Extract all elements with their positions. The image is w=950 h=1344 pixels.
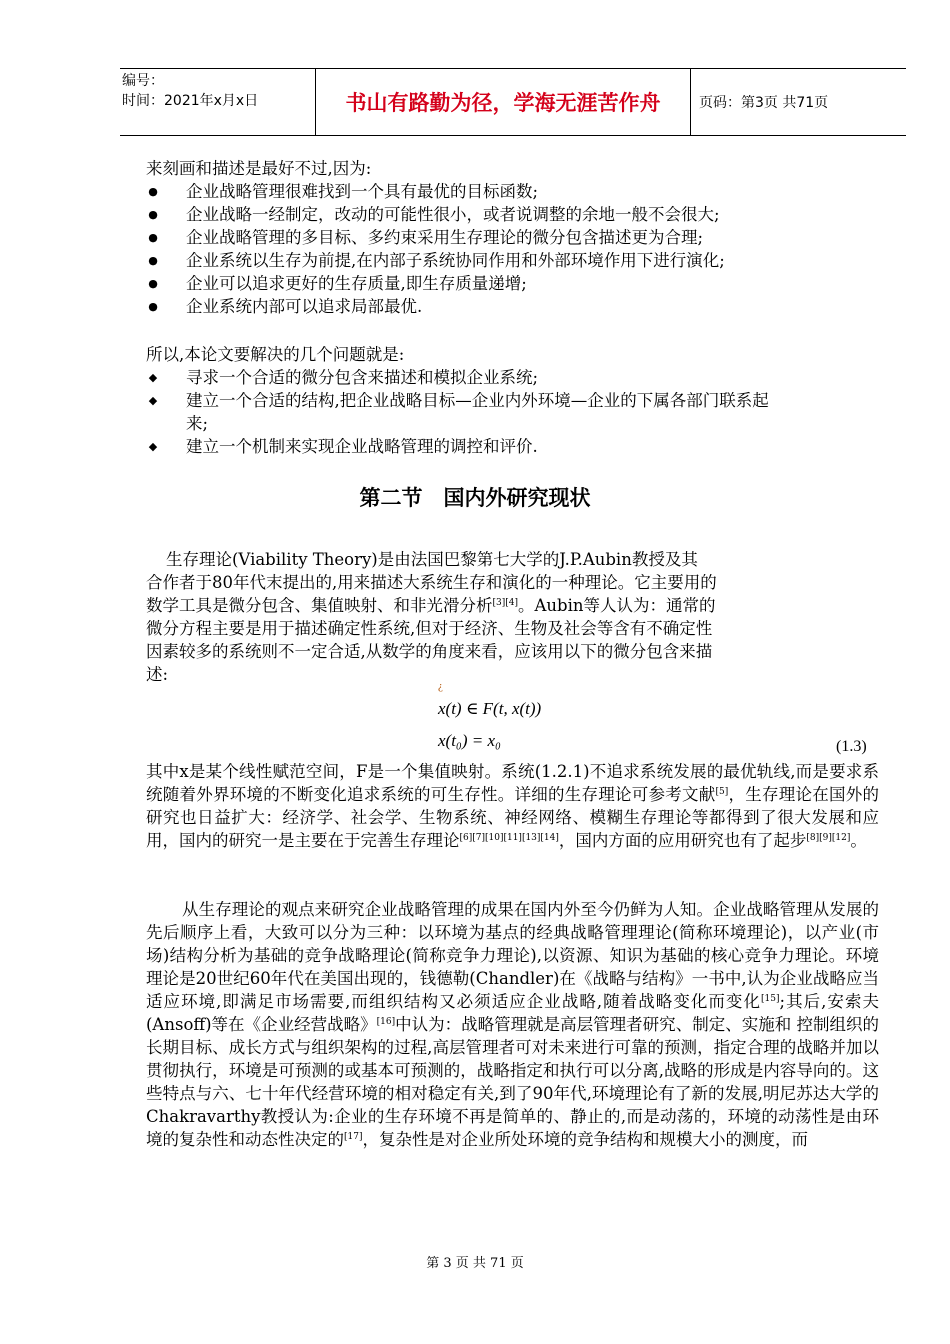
citation: [8][9][12] xyxy=(806,833,851,843)
bullet-dot-icon: ● xyxy=(148,231,158,244)
list-item: ● 企业战略管理的多目标、多约束采用生存理论的微分包含描述更为合理; xyxy=(146,226,879,249)
citation: [16] xyxy=(376,1017,396,1027)
list-item: ● 企业系统内部可以追求局部最优. xyxy=(146,295,879,318)
bullet-section-1 xyxy=(146,157,879,318)
header-number: 编号： xyxy=(122,73,164,89)
bullet-diamond-icon: ◆ xyxy=(148,440,158,453)
page-header xyxy=(120,68,906,136)
bullet-section-2 xyxy=(146,343,879,458)
bullet-dot-icon: ● xyxy=(148,254,158,267)
intro-text-2: 所以,本论文要解决的几个问题就是: xyxy=(146,345,405,364)
bullet-dot-icon: ● xyxy=(148,185,158,198)
citation: [17] xyxy=(344,1132,363,1142)
list-item: ● 企业战略管理很难找到一个具有最优的目标函数; xyxy=(146,180,879,203)
text-line: 微分方程主要是用于描述确定性系统,但对于经济、生物及社会等含有不确定性 xyxy=(146,619,713,638)
list-item-continuation: 来; xyxy=(186,414,209,433)
section-title: 第二节 国内外研究现状 xyxy=(359,486,591,510)
equation-inclusion: x(t) ∈ F(t, x(t)) xyxy=(438,699,542,718)
bullet-diamond-icon: ◆ xyxy=(148,371,158,384)
intro-text: 来刻画和描述是最好不过,因为: xyxy=(146,159,372,178)
list-item: ◆ 建立一个机制来实现企业战略管理的调控和评价. xyxy=(146,435,879,458)
paragraph-strategy: 从生存理论的观点来研究企业战略管理的成果在国内外至今仍鲜为人知。企业战略管理从发展的先后顺序上看，大致可以分为三种：以环境为基点的经典战略管理理论(简称环境理论)，以产业(市场)结构分析为基础的竞争战略理论(简称竞争力理论),以资源、知识为基础的核心竞争力理论。环境理论是20世纪60年代在美国出现的，钱德勒(Chandler)在《战略与结构》一书中,认为企业战略应当适应环境,即满足市场需要,而组织结构又必须适应企业战略,随着战略变化而变化[15];其后,安索夫(Ansoff)等在《企业经营战略》[16]中认为：战略管理就是高层管理者研究、制定、实施和 控制组织的长期目标、成长方式与组织架构的过程,高层管理者可对未来进行可靠的预测，指定合理的战略并加以贯彻执行，环境是可预测的或基本可预测的，战略指定和执行可以分离,战略的形成是内容导向的。这些特点与六、七十年代经营环境的相对稳定有关,到了90年代,环境理论有了新的发展,明尼苏达大学的Chakravarthy教授认为:企业的生存环境不再是简单的、静止的,而是动荡的，环境的动荡性是由环境的复杂性和动态性决定的[17]，复杂性是对企业所处环境的竞争结构和规模大小的测度，而 xyxy=(146,900,879,1149)
citation: [6][7][10][11][13][14] xyxy=(459,833,559,843)
page-footer: 第 3 页 共 71 页 xyxy=(426,1256,524,1271)
bullet-dot-icon: ● xyxy=(148,300,158,313)
bullet-diamond-icon: ◆ xyxy=(148,394,158,407)
citation: [5] xyxy=(715,787,729,797)
list-item: ◆ 建立一个合适的结构,把企业战略目标—企业内外环境—企业的下属各部门联系起 xyxy=(146,389,879,412)
paragraph-definition: 其中x是某个线性赋范空间，F是一个集值映射。系统(1.2.1)不追求系统发展的最优轨线,而是要求系统随着外界环境的不断变化追求系统的可生存性。详细的生存理论可参考文献[5]，生存理论在国外的研究也日益扩大：经济学、社会学、生物系统、神经网络、模糊生存理论等都得到了很大发展和应用，国内的研究一是主要在于完善生存理论[6][7][10][11][13][14]，国内方面的应用研究也有了起步[8][9][12]。 xyxy=(146,762,879,850)
text-line: 数学工具是微分包含、集值映射、和非光滑分析[3][4]。Aubin等人认为：通常的 xyxy=(146,596,716,615)
header-time: 时间：2021年x月x日 xyxy=(122,93,259,109)
header-page-info: 页码：第3页 共71页 xyxy=(699,95,829,111)
header-motto: 书山有路勤为径，学海无涯苦作舟 xyxy=(315,69,691,135)
text-line: 述: xyxy=(146,665,169,684)
dot-artifact: ¿ xyxy=(438,680,443,692)
text-line: 合作者于80年代末提出的,用来描述大系统生存和演化的一种理论。它主要用的 xyxy=(146,573,717,592)
paragraph-viability xyxy=(146,548,826,686)
bullet-dot-icon: ● xyxy=(148,277,158,290)
list-item: ◆ 寻求一个合适的微分包含来描述和模拟企业系统; xyxy=(146,366,879,389)
citation: [15] xyxy=(761,994,780,1004)
bullet-dot-icon: ● xyxy=(148,208,158,221)
equation-initial: x(t₀) = x₀ xyxy=(438,731,501,750)
equation-number: (1.3) xyxy=(836,738,867,755)
list-item: ● 企业战略一经制定，改动的可能性很小，或者说调整的余地一般不会很大; xyxy=(146,203,879,226)
list-item: ● 企业系统以生存为前提,在内部子系统协同作用和外部环境作用下进行演化; xyxy=(146,249,879,272)
list-item: ● 企业可以追求更好的生存质量,即生存质量递增; xyxy=(146,272,879,295)
header-meta xyxy=(120,69,315,135)
text-line: 因素较多的系统则不一定合适,从数学的角度来看，应该用以下的微分包含来描 xyxy=(146,642,713,661)
citation: [3][4] xyxy=(492,598,518,608)
text-line: 生存理论(Viability Theory)是由法国巴黎第七大学的J.P.Aubin教授及其 xyxy=(166,550,698,569)
